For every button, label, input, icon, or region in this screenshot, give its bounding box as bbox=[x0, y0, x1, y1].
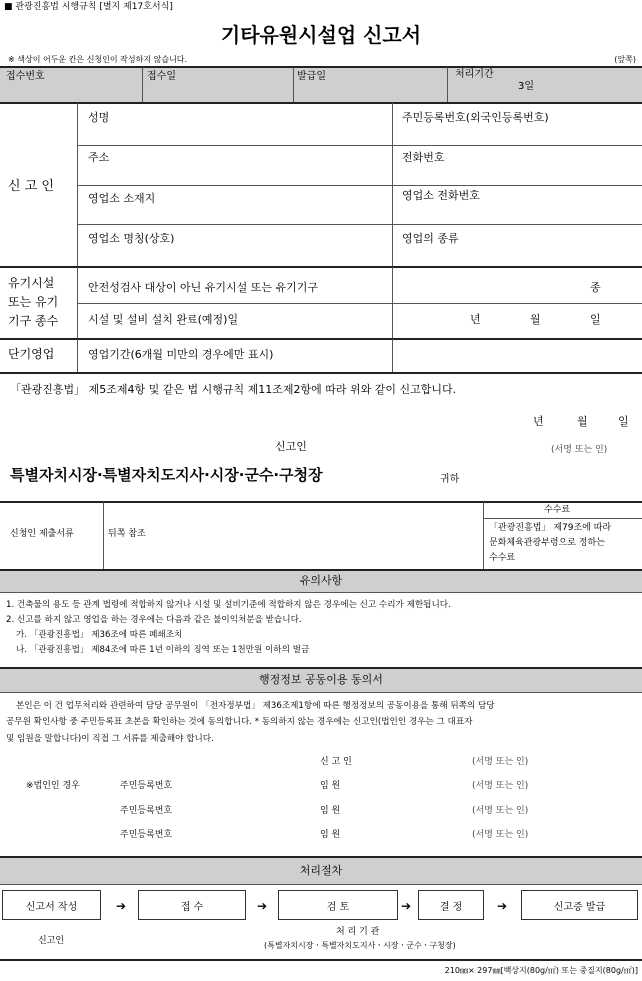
step-decision: 결 정 bbox=[418, 890, 484, 920]
process-agency-label: 처 리 기 관 bbox=[336, 927, 380, 937]
officer3-rrn-label: 주민등록번호 bbox=[120, 830, 173, 840]
business-phone-label: 영업소 전화번호 bbox=[402, 189, 480, 202]
law-reference: ■ 관광진흥법 시행규칙 [별지 제17호서식] bbox=[4, 2, 173, 12]
phone-label: 전화번호 bbox=[402, 151, 445, 164]
caution-line1: 1. 건축물의 용도 등 관계 법령에 적합하지 않거나 시설 및 설비기준에 적합하지 않은 경우에는 신고 수리가 제한됩니다. bbox=[6, 600, 451, 610]
officer1-label: 임 원 bbox=[320, 781, 341, 791]
business-name-label: 영업소 명칭(상호) bbox=[88, 232, 175, 245]
shade-note: ※ 색상이 어두운 칸은 신청인이 작성하지 않습니다. bbox=[8, 55, 188, 64]
facility-label-line1: 유기시설 bbox=[8, 276, 55, 290]
officer3-label: 임 원 bbox=[320, 830, 341, 840]
addressee-suffix: 귀하 bbox=[440, 474, 460, 485]
officer2-label: 임 원 bbox=[320, 806, 341, 816]
business-location-label: 영업소 소재지 bbox=[88, 192, 156, 205]
caution-line4: 나. 「관광진흥법」 제84조에 따른 1년 이하의 징역 또는 1천만원 이하의 벌금 bbox=[16, 645, 310, 655]
declarant-label: 신고인 bbox=[275, 440, 307, 453]
step-issue-certificate: 신고증 발급 bbox=[521, 890, 638, 920]
declaration-month: 월 bbox=[577, 415, 588, 428]
caution-line2: 2. 신고를 하지 않고 영업을 하는 경우에는 다음과 같은 불이익처분을 받습니다. bbox=[6, 615, 302, 625]
officer2-rrn-label: 주민등록번호 bbox=[120, 806, 173, 816]
installation-date-label: 시설 및 설비 설치 완료(예정)일 bbox=[88, 313, 239, 326]
consent-line3: 및 임원을 말합니다)이 직접 그 서류를 제출해야 합니다. bbox=[6, 734, 214, 744]
address-label: 주소 bbox=[88, 151, 110, 164]
consent-title: 행정정보 공동이용 동의서 bbox=[259, 673, 383, 686]
corporation-note: ※법인인 경우 bbox=[26, 781, 80, 791]
consent-line1: 본인은 이 건 업무처리와 관련하여 담당 공무원이 「전자정부법」 제36조제1항에 따른 행정정보의 공동이용을 통해 뒤쪽의 담당 bbox=[16, 701, 495, 711]
paper-spec-footer: 210㎜× 297㎜[백상지(80g/㎡) 또는 중질지(80g/㎡)] bbox=[444, 966, 638, 975]
addressee: 특별자치시장·특별자치도지사·시장·군수·구청장 bbox=[10, 466, 323, 484]
officer1-rrn-label: 주민등록번호 bbox=[120, 781, 173, 791]
form-title: 기타유원시설업 신고서 bbox=[220, 23, 422, 47]
officer2-signature: (서명 또는 인) bbox=[472, 806, 529, 816]
install-year-unit: 년 bbox=[470, 313, 481, 326]
fee-line3: 수수료 bbox=[489, 553, 516, 563]
documents-label: 신청인 제출서류 bbox=[10, 529, 74, 539]
arrow-right-icon: ➔ bbox=[257, 899, 268, 913]
declaration-day: 일 bbox=[618, 415, 629, 428]
step-write-form: 신고서 작성 bbox=[2, 890, 101, 920]
process-agency-detail: (특별자치시장ㆍ특별자치도지사ㆍ시장ㆍ군수ㆍ구청장) bbox=[264, 941, 456, 950]
receipt-date-label: 접수일 bbox=[147, 71, 176, 82]
caution-line3: 가. 「관광진흥법」 제36조에 따른 폐쇄조치 bbox=[16, 630, 183, 640]
consent-line2: 공무원 확인사항 중 주민등록표 초본을 확인하는 것에 동의합니다. * 동의하지 않는 경우에는 신고인(법인인 경우는 그 대표자 bbox=[6, 717, 473, 727]
declaration-text: 「관광진흥법」 제5조제4항 및 같은 법 시행규칙 제11조제2항에 따라 위와 같이 신고합니다. bbox=[10, 383, 457, 396]
processing-period-label: 처리기간 bbox=[455, 69, 494, 80]
process-applicant-label: 신고인 bbox=[38, 936, 65, 946]
declarant-signature: (서명 또는 인) bbox=[551, 445, 608, 455]
issue-date-label: 발급일 bbox=[297, 71, 326, 82]
facility-count-unit: 종 bbox=[590, 281, 601, 294]
fee-line2: 문화체육관광부령으로 정하는 bbox=[489, 538, 605, 548]
uninspected-facility-label: 안전성검사 대상이 아닌 유기시설 또는 유기기구 bbox=[88, 281, 319, 294]
name-label: 성명 bbox=[88, 111, 110, 124]
fee-title: 수수료 bbox=[544, 505, 571, 515]
step-receive: 접 수 bbox=[138, 890, 246, 920]
arrow-right-icon: ➔ bbox=[116, 899, 127, 913]
receipt-number-label: 접수번호 bbox=[6, 71, 45, 82]
page-side: (앞쪽) bbox=[614, 55, 636, 64]
short-term-label: 단기영업 bbox=[8, 347, 55, 361]
process-title: 처리절차 bbox=[299, 864, 343, 877]
consent-declarant-signature: (서명 또는 인) bbox=[472, 757, 529, 767]
fee-line1: 「관광진흥법」 제79조에 따라 bbox=[489, 523, 612, 533]
step-review: 검 토 bbox=[278, 890, 398, 920]
applicant-section-label: 신 고 인 bbox=[8, 179, 54, 194]
officer1-signature: (서명 또는 인) bbox=[472, 781, 529, 791]
documents-value: 뒤쪽 참조 bbox=[108, 529, 146, 539]
arrow-right-icon: ➔ bbox=[497, 899, 508, 913]
caution-title: 유의사항 bbox=[299, 574, 343, 587]
business-type-label: 영업의 종류 bbox=[402, 232, 459, 245]
business-period-label: 영업기간(6개월 미만의 경우에만 표시) bbox=[88, 348, 274, 361]
declaration-year: 년 bbox=[533, 415, 544, 428]
officer3-signature: (서명 또는 인) bbox=[472, 830, 529, 840]
install-month-unit: 월 bbox=[530, 313, 541, 326]
processing-period-value: 3일 bbox=[518, 81, 535, 92]
facility-label-line2: 또는 유기 bbox=[8, 295, 59, 309]
facility-label-line3: 기구 종수 bbox=[8, 314, 59, 328]
install-day-unit: 일 bbox=[590, 313, 601, 326]
consent-declarant-label: 신 고 인 bbox=[320, 757, 352, 767]
resident-number-label: 주민등록번호(외국인등록번호) bbox=[402, 111, 549, 124]
arrow-right-icon: ➔ bbox=[401, 899, 412, 913]
